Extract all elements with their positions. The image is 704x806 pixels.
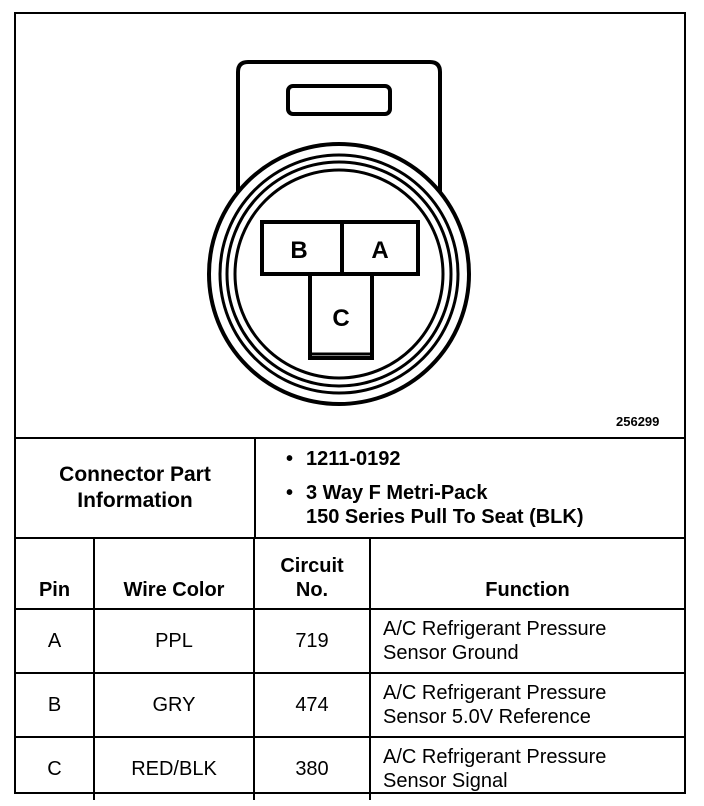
pin-cell: B (16, 673, 94, 737)
function-cell (370, 673, 684, 737)
function-cell (370, 609, 684, 673)
connector-type-line1: 3 Way F Metri-Pack (306, 482, 488, 504)
wire-color-cell: PPL (94, 609, 254, 673)
pin-cell: A (16, 609, 94, 673)
pin-cell: C (16, 737, 94, 800)
connector-info-label-line2: Information (77, 489, 193, 512)
header-function: Function (370, 539, 684, 609)
connector-drawing (16, 14, 684, 437)
header-wire-color: Wire Color (94, 539, 254, 609)
connector-type-line2: 150 Series Pull To Seat (BLK) (306, 506, 584, 528)
bullet-icon: • (286, 482, 294, 504)
circuit-cell: 380 (254, 737, 370, 800)
wire-color-cell: GRY (94, 673, 254, 737)
bullet-icon: • (286, 448, 294, 470)
table-row (16, 737, 684, 800)
connector-info-list (286, 447, 584, 539)
connector-part-info (16, 439, 684, 537)
table-row (16, 609, 684, 673)
function-line2: Sensor Signal (383, 770, 508, 792)
function-line1: A/C Refrigerant Pressure (383, 682, 607, 704)
connector-diagram-frame (14, 12, 686, 794)
connector-face-diagram (16, 14, 684, 437)
latch-tab-slot (288, 86, 390, 114)
connector-info-label (16, 439, 254, 537)
figure-id: 256299 (616, 414, 660, 429)
info-item-connector-type (286, 481, 584, 529)
part-number-text: 1211-0192 (306, 448, 401, 470)
header-circuit-no (254, 539, 370, 609)
circuit-cell: 719 (254, 609, 370, 673)
circuit-cell: 474 (254, 673, 370, 737)
pin-b-label: B (290, 237, 308, 264)
function-line1: A/C Refrigerant Pressure (383, 618, 607, 640)
function-line2: Sensor 5.0V Reference (383, 706, 591, 728)
pin-c-label: C (332, 305, 350, 332)
table-header-row (16, 539, 684, 609)
header-circuit-line2: No. (295, 579, 329, 601)
header-circuit-line1: Circuit (280, 555, 344, 577)
function-line2: Sensor Ground (383, 642, 519, 664)
header-pin: Pin (16, 539, 94, 609)
table-row (16, 673, 684, 737)
function-line1: A/C Refrigerant Pressure (383, 746, 607, 768)
info-item-part-number (286, 447, 584, 471)
function-cell (370, 737, 684, 800)
info-divider (254, 439, 256, 537)
pinout-table (16, 539, 684, 800)
pin-a-label: A (371, 237, 389, 264)
wire-color-cell: RED/BLK (94, 737, 254, 800)
connector-info-label-line1: Connector Part (59, 463, 211, 486)
